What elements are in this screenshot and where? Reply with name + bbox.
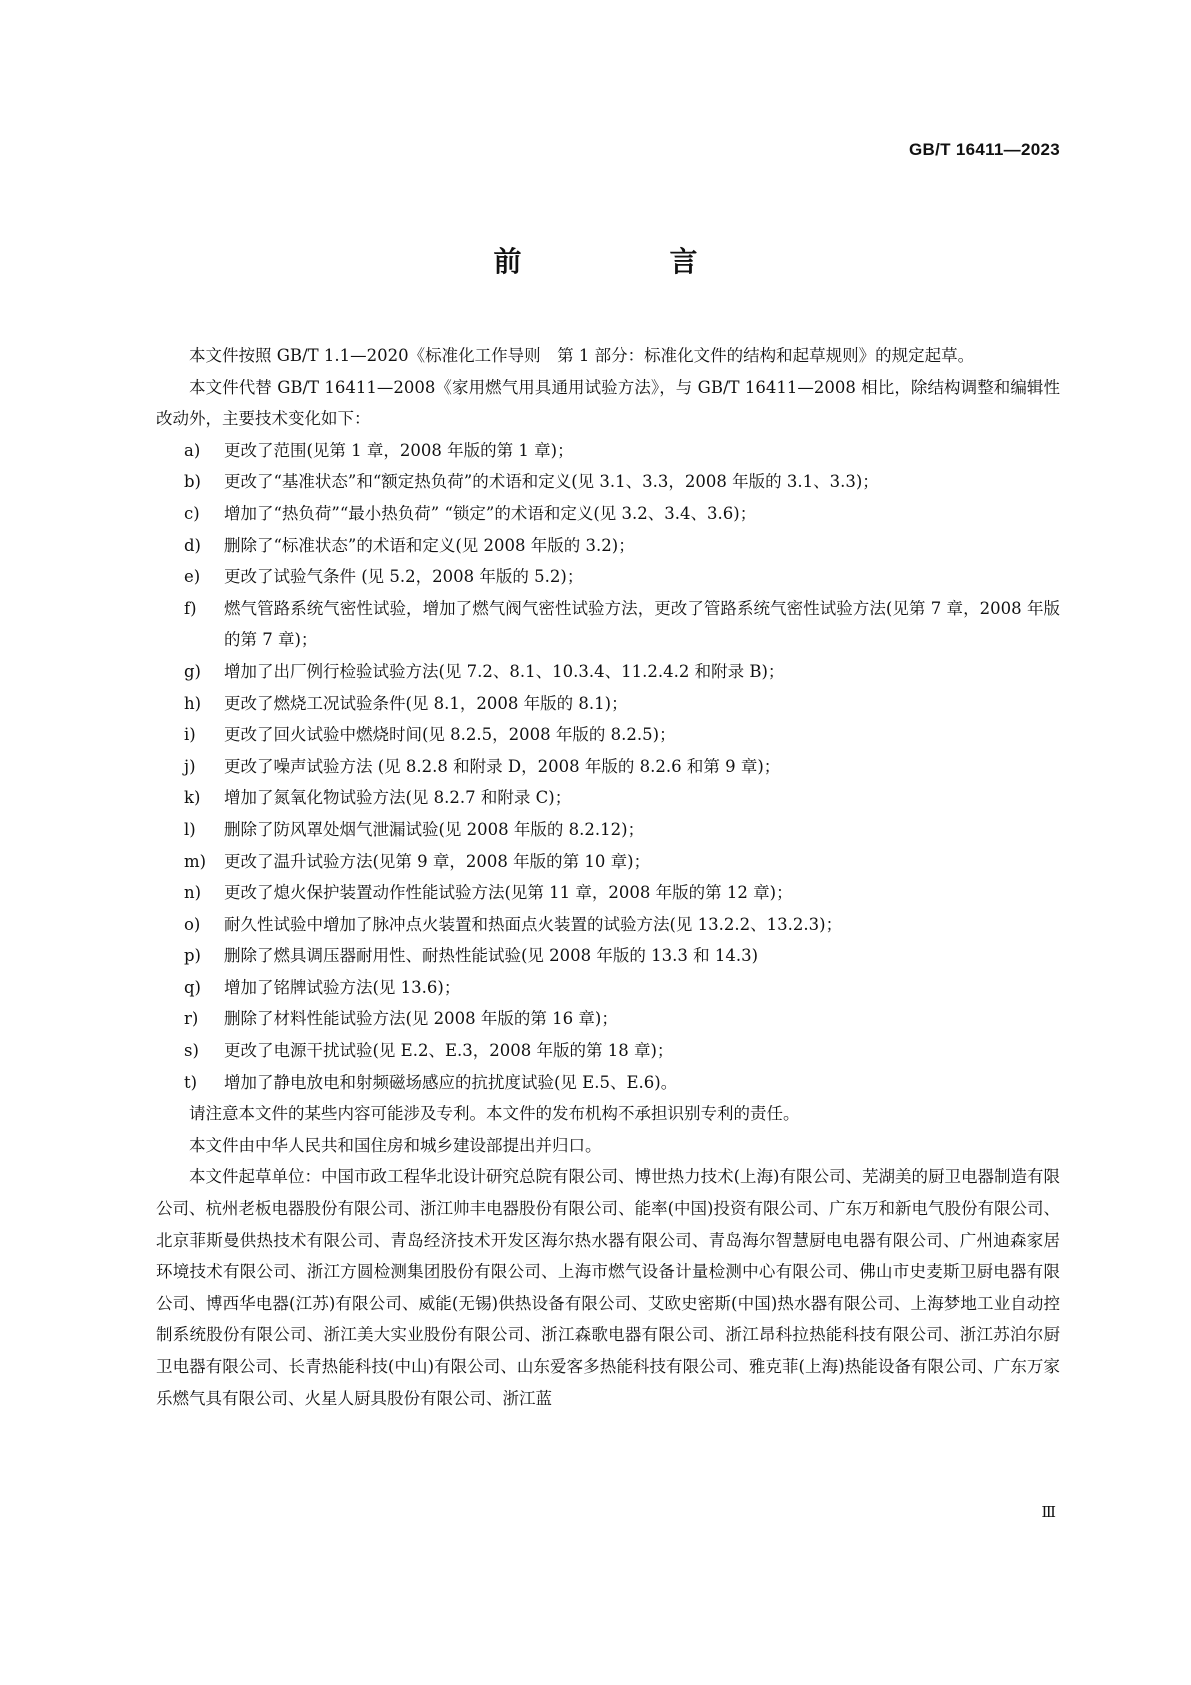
change-item	[156, 1067, 1060, 1099]
change-item	[156, 1003, 1060, 1035]
change-item-text: 增加了“热负荷”“最小热负荷” “锁定”的术语和定义(见 3.2、3.4、3.6)；	[224, 503, 757, 523]
change-item-text: 耐久性试验中增加了脉冲点火装置和热面点火装置的试验方法(见 13.2.2、13.2.3)；	[224, 914, 843, 934]
responsible-dept: 本文件由中华人民共和国住房和城乡建设部提出并归口。	[189, 1135, 602, 1155]
change-item-marker: i)	[184, 725, 196, 745]
change-item-text: 更改了电源干扰试验(见 E.2、E.3，2008 年版的第 18 章)；	[224, 1041, 674, 1061]
change-item	[156, 435, 1060, 467]
patent-notice: 请注意本文件的某些内容可能涉及专利。本文件的发布机构不承担识别专利的责任。	[189, 1104, 800, 1124]
change-item-marker: q)	[184, 977, 201, 997]
change-item-text: 增加了出厂例行检验试验方法(见 7.2、8.1、10.3.4、11.2.4.2 和附录 B)；	[224, 661, 785, 681]
changes-list	[156, 435, 1060, 1098]
change-item-text: 更改了范围(见第 1 章，2008 年版的第 1 章)；	[224, 440, 574, 460]
change-item-text: 更改了回火试验中燃烧时间(见 8.2.5，2008 年版的 8.2.5)；	[224, 725, 676, 745]
change-item	[156, 1035, 1060, 1067]
change-item-text: 删除了防风罩处烟气泄漏试验(见 2008 年版的 8.2.12)；	[224, 819, 645, 839]
change-item	[156, 593, 1060, 656]
change-item-marker: s)	[184, 1041, 199, 1061]
change-item-marker: b)	[184, 472, 201, 492]
change-item-text: 删除了“标准状态”的术语和定义(见 2008 年版的 3.2)；	[224, 535, 635, 555]
change-item	[156, 940, 1060, 972]
change-item-marker: r)	[184, 1009, 199, 1029]
change-item	[156, 782, 1060, 814]
change-item	[156, 688, 1060, 720]
page-title: 前 言	[493, 245, 758, 278]
change-item-text: 更改了噪声试验方法 (见 8.2.8 和附录 D，2008 年版的 8.2.6 和第 9 章)；	[224, 756, 781, 776]
change-item	[156, 909, 1060, 941]
intro-paragraph: 本文件代替 GB/T 16411—2008《家用燃气用具通用试验方法》，与 GB/T 16411—2008 相比，除结构调整和编辑性改动外，主要技术变化如下：	[156, 377, 1060, 429]
change-item-text: 增加了铭牌试验方法(见 13.6)；	[224, 977, 461, 997]
change-item	[156, 561, 1060, 593]
change-item-marker: m)	[184, 851, 207, 871]
preface-body	[156, 340, 1060, 1414]
change-item-marker: p)	[184, 946, 201, 966]
change-item	[156, 972, 1060, 1004]
change-item-text: 增加了静电放电和射频磁场感应的抗扰度试验(见 E.5、E.6)。	[224, 1072, 678, 1092]
change-item-marker: n)	[184, 883, 202, 903]
change-item-marker: e)	[184, 567, 201, 587]
change-item-text: 更改了“基准状态”和“额定热负荷”的术语和定义(见 3.1、3.3，2008 年版的 3.1、3.3)；	[224, 472, 879, 492]
change-item-marker: a)	[184, 440, 201, 460]
change-item-marker: o)	[184, 914, 201, 934]
change-item-text: 更改了温升试验方法(见第 9 章，2008 年版的第 10 章)；	[224, 851, 651, 871]
change-item-text: 更改了熄火保护装置动作性能试验方法(见第 11 章，2008 年版的第 12 章)；	[224, 883, 793, 903]
change-item-marker: t)	[184, 1072, 198, 1092]
change-item-text: 删除了材料性能试验方法(见 2008 年版的第 16 章)；	[224, 1009, 618, 1029]
change-item	[156, 656, 1060, 688]
change-item-marker: k)	[184, 788, 201, 808]
change-item-marker: f)	[184, 598, 197, 618]
change-item	[156, 751, 1060, 783]
intro-paragraph: 本文件按照 GB/T 1.1—2020《标准化工作导则 第 1 部分：标准化文件的结构和起草规则》的规定起草。	[189, 346, 975, 365]
change-item-text: 增加了氮氧化物试验方法(见 8.2.7 和附录 C)；	[224, 788, 572, 808]
change-item-marker: h)	[184, 693, 202, 713]
change-item	[156, 498, 1060, 530]
change-item	[156, 846, 1060, 878]
change-item	[156, 877, 1060, 909]
change-item-text: 更改了试验气条件 (见 5.2，2008 年版的 5.2)；	[224, 567, 584, 587]
change-item-marker: j)	[184, 756, 196, 776]
drafting-units: 本文件起草单位：中国市政工程华北设计研究总院有限公司、博世热力技术(上海)有限公司、芜湖美的厨卫电器制造有限公司、杭州老板电器股份有限公司、浙江帅丰电器股份有限公司、能率(中国)投资有限公司、广东万和新电气股份有限公司、北京菲斯曼供热技术有限公司、青岛经济技术开发区海尔热水器有限公司、青岛海尔智慧厨电电器有限公司、广州迪森家居环境技术有限公司、浙江方圆检测集团股份有限公司、上海市燃气设备计量检测中心有限公司、佛山市史麦斯卫厨电器有限公司、博西华电器(江苏)有限公司、威能(无锡)供热设备有限公司、艾欧史密斯(中国)热水器有限公司、上海梦地工业自动控制系统股份有限公司、浙江美大实业股份有限公司、浙江森歌电器有限公司、浙江昂科拉热能科技有限公司、浙江苏泊尔厨卫电器有限公司、长青热能科技(中山)有限公司、山东爱客多热能科技有限公司、雅克菲(上海)热能设备有限公司、广东万家乐燃气具有限公司、火星人厨具股份有限公司、浙江蓝	[156, 1167, 1060, 1408]
change-item	[156, 530, 1060, 562]
change-item	[156, 719, 1060, 751]
change-item-marker: g)	[184, 661, 201, 681]
change-item	[156, 814, 1060, 846]
change-item-text: 删除了燃具调压器耐用性、耐热性能试验(见 2008 年版的 13.3 和 14.3)	[224, 946, 759, 966]
change-item	[156, 466, 1060, 498]
change-item-text: 更改了燃烧工况试验条件(见 8.1，2008 年版的 8.1)；	[224, 693, 628, 713]
change-item-text: 燃气管路系统气密性试验，增加了燃气阀气密性试验方法，更改了管路系统气密性试验方法(见第 7 章，2008 年版的第 7 章)；	[224, 598, 1060, 650]
change-item-marker: l)	[184, 819, 196, 839]
change-item-marker: c)	[184, 503, 200, 523]
standard-number: GB/T 16411—2023	[909, 140, 1060, 159]
page-number: Ⅲ	[1041, 1503, 1055, 1521]
change-item-marker: d)	[184, 535, 201, 555]
